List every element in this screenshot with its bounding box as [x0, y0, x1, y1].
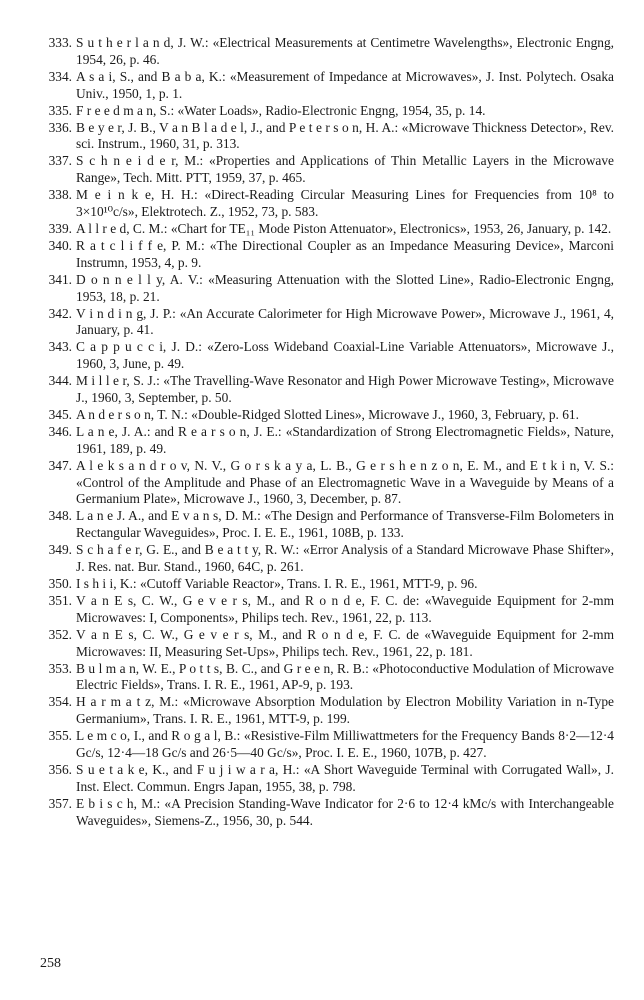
reference-entry [36, 103, 614, 120]
reference-entry [36, 508, 614, 542]
reference-entry [36, 407, 614, 424]
reference-entry [36, 306, 614, 340]
reference-text: A s a i, S., and B a b a, K.: «Measurement of Impedance at Microwaves», J. Inst. Polytech. Osaka Univ., 1950, 1, p. 1. [76, 68, 614, 101]
reference-number: 345. [48, 406, 72, 422]
reference-number: 347. [48, 457, 72, 473]
reference-text: F r e e d m a n, S.: «Water Loads», Radio-Electronic Engng, 1954, 35, p. 14. [76, 102, 486, 118]
reference-list [36, 35, 614, 830]
reference-entry [36, 576, 614, 593]
reference-entry [36, 728, 614, 762]
reference-number: 333. [48, 35, 72, 50]
reference-text: C a p p u c c i, J. D.: «Zero-Loss Wideband Coaxial-Line Variable Attenuators», Microwave J., 1960, 3, June, p. 49. [76, 339, 614, 372]
reference-number: 351. [48, 592, 72, 608]
reference-number: 343. [48, 339, 72, 355]
reference-entry [36, 120, 614, 154]
reference-text: I s h i i, K.: «Cutoff Variable Reactor», Trans. I. R. E., 1961, MTT-9, p. 96. [76, 576, 478, 591]
reference-entry [36, 627, 614, 661]
reference-number: 356. [48, 761, 72, 777]
reference-text: B e y e r, J. B., V a n B l a d e l, J., and P e t e r s o n, H. A.: «Microwave Thickness Detector», Rev. sci. Instrum., 1960, 31, p. 313. [76, 119, 614, 152]
reference-entry [36, 35, 614, 69]
reference-text: V a n E s, C. W., G e v e r s, M., and R o n d e, F. C. de: «Waveguide Equipment for 2-mm Microwaves: I, Components», Philips tech. Rev., 1961, 22, p. 113. [76, 592, 614, 625]
reference-number: 337. [48, 153, 72, 169]
reference-number: 335. [48, 102, 72, 118]
reference-entry [36, 694, 614, 728]
reference-entry [36, 762, 614, 796]
reference-number: 344. [48, 373, 72, 389]
reference-text: A l e k s a n d r o v, N. V., G o r s k a y a, L. B., G e r s h e n z o n, E. M., and E t k i n, V. S.: «Control of the Amplitude and Phase of an Electromagnetic Wave in a Waveguide by Means of a Germanium Plate», Microwave J., 1960, 3, December, p. 87. [76, 457, 614, 507]
reference-number: 338. [48, 187, 72, 203]
reference-text: S c h a f e r, G. E., and B e a t t y, R. W.: «Error Analysis of a Standard Microwave Phase Shifter», J. Res. nat. Bur. Stand., 1960, 64C, p. 261. [76, 542, 614, 575]
reference-entry [36, 661, 614, 695]
reference-entry [36, 69, 614, 103]
reference-text: B u l m a n, W. E., P o t t s, B. C., and G r e e n, R. B.: «Photoconductive Modulation of Microwave Electric Fields», Trans. I. R. E., 1961, AP-9, p. 193. [76, 660, 614, 693]
reference-number: 350. [48, 576, 72, 591]
reference-entry [36, 221, 614, 238]
reference-entry [36, 542, 614, 576]
reference-number: 349. [48, 542, 72, 558]
reference-text: S u e t a k e, K., and F u j i w a r a, H.: «A Short Waveguide Terminal with Corrugated Wall», J. Inst. Elect. Commun. Engrs Japan, 1955, 38, p. 798. [76, 761, 614, 794]
reference-text: D o n n e l l y, A. V.: «Measuring Attenuation with the Slotted Line», Radio-Electronic Engng, 1953, 18, p. 21. [76, 271, 614, 304]
reference-entry [36, 187, 614, 221]
reference-text: L a n e J. A., and E v a n s, D. M.: «The Design and Performance of Transverse-Film Bolometers in Rectangular Waveguides», Proc. I. E. E., 1961, 108B, p. 133. [76, 508, 614, 541]
reference-number: 352. [48, 626, 72, 642]
reference-number: 353. [48, 660, 72, 676]
reference-entry [36, 373, 614, 407]
reference-number: 348. [48, 508, 72, 524]
reference-number: 355. [48, 728, 72, 744]
reference-text: E b i s c h, M.: «A Precision Standing-Wave Indicator for 2·6 to 12·4 kMc/s with Interchangeable Waveguides», Siemens-Z., 1956, 30, p. 544. [76, 795, 614, 828]
reference-number: 346. [48, 423, 72, 439]
reference-number: 341. [48, 271, 72, 287]
reference-entry [36, 458, 614, 509]
reference-number: 334. [48, 68, 72, 84]
reference-text: H a r m a t z, M.: «Microwave Absorption Modulation by Electron Mobility Variation in n-Type Germanium», Trans. I. R. E., 1961, MTT-9, p. 199. [76, 694, 614, 727]
reference-text: S c h n e i d e r, M.: «Properties and Applications of Thin Metallic Layers in the Microwave Range», Tech. Mitt. PTT, 1959, 37, p. 465. [76, 153, 614, 186]
reference-text: L e m c o, I., and R o g a l, B.: «Resistive-Film Milliwattmeters for the Frequency Bands 8·2—12·4 Gc/s, 12·4—18 Gc/s and 26·5—40 Gc/s», Proc. I. E. E., 1960, 107B, p. 427. [76, 728, 614, 761]
reference-number: 354. [48, 694, 72, 710]
reference-text: A l l r e d, C. M.: «Chart for TE₁₁ Mode Piston Attenuator», Electronics», 1953, 26, January, p. 142. [76, 220, 612, 236]
reference-text: V i n d i n g, J. P.: «An Accurate Calorimeter for High Microwave Power», Microwave J., 1961, 4, January, p. 41. [76, 305, 614, 338]
reference-text: A n d e r s o n, T. N.: «Double-Ridged Slotted Lines», Microwave J., 1960, 3, February, p. 61. [76, 406, 579, 422]
reference-number: 336. [48, 119, 72, 135]
reference-entry [36, 593, 614, 627]
reference-entry [36, 796, 614, 830]
reference-number: 357. [48, 795, 72, 811]
reference-text: L a n e, J. A.: and R e a r s o n, J. E.: «Standardization of Strong Electromagnetic Fields», Nature, 1961, 189, p. 49. [76, 423, 614, 456]
reference-entry [36, 339, 614, 373]
reference-text: S u t h e r l a n d, J. W.: «Electrical Measurements at Centimetre Wavelengths», Electronic Engng, 1954, 26, p. 46. [76, 35, 614, 67]
reference-text: V a n E s, C. W., G e v e r s, M., and R o n d e, F. C. de «Waveguide Equipment for 2-mm Microwaves: II, Measuring Set-Ups», Philips tech. Rev., 1961, 22, p. 181. [76, 626, 614, 659]
reference-entry [36, 238, 614, 272]
reference-entry [36, 153, 614, 187]
reference-text: R a t c l i f f e, P. M.: «The Directional Coupler as an Impedance Measuring Device», Marconi Instrumn, 1953, 4, p. 9. [76, 237, 614, 270]
page-number: 258 [40, 956, 61, 971]
reference-text: M i l l e r, S. J.: «The Travelling-Wave Resonator and High Power Microwave Testing», Microwave J., 1960, 3, September, p. 50. [76, 373, 614, 406]
reference-number: 340. [48, 237, 72, 253]
reference-number: 339. [48, 220, 72, 236]
reference-number: 342. [48, 305, 72, 321]
reference-entry [36, 424, 614, 458]
reference-text: M e i n k e, H. H.: «Direct-Reading Circular Measuring Lines for Frequencies from 10⁸ to 3×10¹⁰c/s», Elektrotech. Z., 1952, 73, p. 583. [76, 187, 614, 220]
reference-entry [36, 272, 614, 306]
